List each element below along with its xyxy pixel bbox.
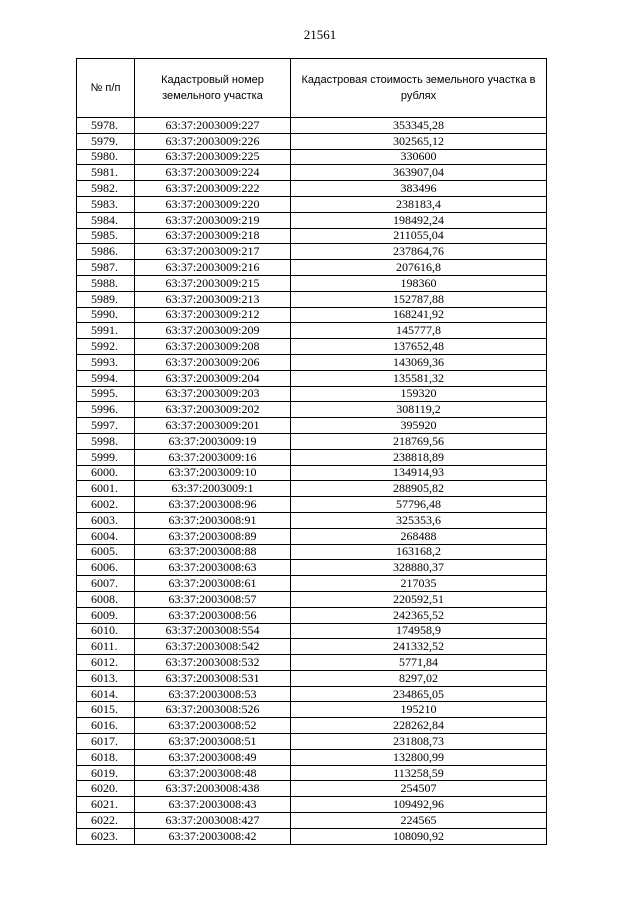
- row-number-cell: 6009.: [77, 607, 135, 623]
- table-row: [77, 323, 547, 339]
- cadastral-number-cell: 63:37:2003009:216: [135, 260, 291, 276]
- table-row: [77, 181, 547, 197]
- cadastral-number-cell: 63:37:2003009:206: [135, 354, 291, 370]
- row-number-cell: 5982.: [77, 181, 135, 197]
- row-number-cell: 6006.: [77, 560, 135, 576]
- cadastral-number-cell: 63:37:2003008:438: [135, 781, 291, 797]
- cadastral-number-cell: 63:37:2003009:222: [135, 181, 291, 197]
- row-number-cell: 5990.: [77, 307, 135, 323]
- table-header-row: [77, 59, 547, 118]
- cadastral-number-cell: 63:37:2003008:53: [135, 686, 291, 702]
- row-number-cell: 5986.: [77, 244, 135, 260]
- table-row: [77, 670, 547, 686]
- row-number-cell: 6012.: [77, 655, 135, 671]
- row-number-cell: 5983.: [77, 196, 135, 212]
- cadastral-number-cell: 63:37:2003008:526: [135, 702, 291, 718]
- cadastral-number-cell: 63:37:2003009:217: [135, 244, 291, 260]
- cadastral-value-cell: 353345,28: [291, 118, 547, 134]
- table-row: [77, 291, 547, 307]
- cadastral-value-cell: 195210: [291, 702, 547, 718]
- cadastral-number-cell: 63:37:2003009:218: [135, 228, 291, 244]
- header-num: № п/п: [77, 59, 135, 118]
- cadastral-number-cell: 63:37:2003009:219: [135, 212, 291, 228]
- cadastral-number-cell: 63:37:2003009:201: [135, 418, 291, 434]
- table-row: [77, 228, 547, 244]
- cadastral-number-cell: 63:37:2003009:225: [135, 149, 291, 165]
- cadastral-value-cell: 231808,73: [291, 734, 547, 750]
- row-number-cell: 6002.: [77, 497, 135, 513]
- row-number-cell: 5995.: [77, 386, 135, 402]
- table-row: [77, 797, 547, 813]
- cadastral-number-cell: 63:37:2003009:213: [135, 291, 291, 307]
- cadastral-number-cell: 63:37:2003009:209: [135, 323, 291, 339]
- cadastral-number-cell: 63:37:2003008:43: [135, 797, 291, 813]
- cadastral-value-cell: 238183,4: [291, 196, 547, 212]
- table-row: [77, 686, 547, 702]
- cadastral-number-cell: 63:37:2003009:224: [135, 165, 291, 181]
- table-row: [77, 307, 547, 323]
- cadastral-table: [76, 58, 547, 845]
- cadastral-value-cell: 302565,12: [291, 133, 547, 149]
- table-row: [77, 149, 547, 165]
- cadastral-number-cell: 63:37:2003008:63: [135, 560, 291, 576]
- table-row: [77, 544, 547, 560]
- table-row: [77, 813, 547, 829]
- cadastral-number-cell: 63:37:2003008:52: [135, 718, 291, 734]
- cadastral-number-cell: 63:37:2003008:96: [135, 497, 291, 513]
- table-row: [77, 765, 547, 781]
- row-number-cell: 5994.: [77, 370, 135, 386]
- cadastral-value-cell: 224565: [291, 813, 547, 829]
- table-row: [77, 212, 547, 228]
- cadastral-number-cell: 63:37:2003008:57: [135, 591, 291, 607]
- cadastral-number-cell: 63:37:2003009:208: [135, 339, 291, 355]
- row-number-cell: 6014.: [77, 686, 135, 702]
- cadastral-number-cell: 63:37:2003009:19: [135, 433, 291, 449]
- cadastral-value-cell: 328880,37: [291, 560, 547, 576]
- header-cadastral-number: Кадастровый номер земельного участка: [135, 59, 291, 118]
- row-number-cell: 5979.: [77, 133, 135, 149]
- row-number-cell: 6001.: [77, 481, 135, 497]
- table-row: [77, 749, 547, 765]
- cadastral-number-cell: 63:37:2003008:42: [135, 828, 291, 844]
- cadastral-value-cell: 211055,04: [291, 228, 547, 244]
- row-number-cell: 5984.: [77, 212, 135, 228]
- table-row: [77, 623, 547, 639]
- cadastral-value-cell: 135581,32: [291, 370, 547, 386]
- cadastral-value-cell: 220592,51: [291, 591, 547, 607]
- row-number-cell: 6015.: [77, 702, 135, 718]
- cadastral-number-cell: 63:37:2003008:89: [135, 528, 291, 544]
- table-row: [77, 418, 547, 434]
- row-number-cell: 6010.: [77, 623, 135, 639]
- row-number-cell: 5993.: [77, 354, 135, 370]
- row-number-cell: 6017.: [77, 734, 135, 750]
- row-number-cell: 5980.: [77, 149, 135, 165]
- cadastral-number-cell: 63:37:2003008:51: [135, 734, 291, 750]
- cadastral-number-cell: 63:37:2003009:226: [135, 133, 291, 149]
- cadastral-number-cell: 63:37:2003009:204: [135, 370, 291, 386]
- cadastral-value-cell: 163168,2: [291, 544, 547, 560]
- table-row: [77, 639, 547, 655]
- cadastral-number-cell: 63:37:2003008:91: [135, 512, 291, 528]
- cadastral-number-cell: 63:37:2003009:220: [135, 196, 291, 212]
- row-number-cell: 5985.: [77, 228, 135, 244]
- table-row: [77, 734, 547, 750]
- cadastral-value-cell: 241332,52: [291, 639, 547, 655]
- cadastral-value-cell: 218769,56: [291, 433, 547, 449]
- table-row: [77, 576, 547, 592]
- cadastral-number-cell: 63:37:2003009:215: [135, 275, 291, 291]
- row-number-cell: 5987.: [77, 260, 135, 276]
- cadastral-value-cell: 288905,82: [291, 481, 547, 497]
- table-row: [77, 354, 547, 370]
- table-row: [77, 433, 547, 449]
- table-row: [77, 465, 547, 481]
- cadastral-value-cell: 228262,84: [291, 718, 547, 734]
- row-number-cell: 6003.: [77, 512, 135, 528]
- cadastral-value-cell: 217035: [291, 576, 547, 592]
- cadastral-number-cell: 63:37:2003008:88: [135, 544, 291, 560]
- cadastral-value-cell: 198492,24: [291, 212, 547, 228]
- cadastral-number-cell: 63:37:2003009:227: [135, 118, 291, 134]
- cadastral-number-cell: 63:37:2003008:427: [135, 813, 291, 829]
- table-row: [77, 702, 547, 718]
- row-number-cell: 6020.: [77, 781, 135, 797]
- row-number-cell: 6004.: [77, 528, 135, 544]
- cadastral-value-cell: 159320: [291, 386, 547, 402]
- cadastral-number-cell: 63:37:2003008:542: [135, 639, 291, 655]
- cadastral-number-cell: 63:37:2003008:48: [135, 765, 291, 781]
- cadastral-value-cell: 5771,84: [291, 655, 547, 671]
- cadastral-value-cell: 152787,88: [291, 291, 547, 307]
- table-row: [77, 118, 547, 134]
- table-row: [77, 386, 547, 402]
- cadastral-number-cell: 63:37:2003009:1: [135, 481, 291, 497]
- header-cadastral-value: Кадастровая стоимость земельного участка в рублях: [291, 59, 547, 118]
- cadastral-value-cell: 207616,8: [291, 260, 547, 276]
- cadastral-number-cell: 63:37:2003008:554: [135, 623, 291, 639]
- table-row: [77, 481, 547, 497]
- cadastral-number-cell: 63:37:2003009:10: [135, 465, 291, 481]
- row-number-cell: 6007.: [77, 576, 135, 592]
- cadastral-value-cell: 108090,92: [291, 828, 547, 844]
- cadastral-value-cell: 238818,89: [291, 449, 547, 465]
- cadastral-number-cell: 63:37:2003009:202: [135, 402, 291, 418]
- table-row: [77, 260, 547, 276]
- row-number-cell: 5991.: [77, 323, 135, 339]
- row-number-cell: 5999.: [77, 449, 135, 465]
- cadastral-value-cell: 8297,02: [291, 670, 547, 686]
- cadastral-value-cell: 330600: [291, 149, 547, 165]
- table-row: [77, 370, 547, 386]
- cadastral-value-cell: 57796,48: [291, 497, 547, 513]
- cadastral-value-cell: 325353,6: [291, 512, 547, 528]
- row-number-cell: 5992.: [77, 339, 135, 355]
- table-row: [77, 402, 547, 418]
- row-number-cell: 6016.: [77, 718, 135, 734]
- cadastral-value-cell: 174958,9: [291, 623, 547, 639]
- row-number-cell: 6019.: [77, 765, 135, 781]
- cadastral-value-cell: 268488: [291, 528, 547, 544]
- table-body: [77, 118, 547, 845]
- row-number-cell: 6011.: [77, 639, 135, 655]
- cadastral-number-cell: 63:37:2003009:212: [135, 307, 291, 323]
- table-row: [77, 781, 547, 797]
- cadastral-value-cell: 143069,36: [291, 354, 547, 370]
- cadastral-value-cell: 168241,92: [291, 307, 547, 323]
- row-number-cell: 5989.: [77, 291, 135, 307]
- table-row: [77, 512, 547, 528]
- row-number-cell: 6021.: [77, 797, 135, 813]
- table-row: [77, 718, 547, 734]
- row-number-cell: 5998.: [77, 433, 135, 449]
- cadastral-number-cell: 63:37:2003008:56: [135, 607, 291, 623]
- row-number-cell: 6008.: [77, 591, 135, 607]
- cadastral-value-cell: 234865,05: [291, 686, 547, 702]
- cadastral-value-cell: 242365,52: [291, 607, 547, 623]
- cadastral-value-cell: 237864,76: [291, 244, 547, 260]
- cadastral-value-cell: 198360: [291, 275, 547, 291]
- cadastral-number-cell: 63:37:2003008:532: [135, 655, 291, 671]
- table-row: [77, 607, 547, 623]
- row-number-cell: 5997.: [77, 418, 135, 434]
- table-row: [77, 828, 547, 844]
- row-number-cell: 6005.: [77, 544, 135, 560]
- row-number-cell: 6022.: [77, 813, 135, 829]
- page-number: 21561: [303, 27, 337, 42]
- cadastral-value-cell: 395920: [291, 418, 547, 434]
- table-row: [77, 165, 547, 181]
- cadastral-value-cell: 363907,04: [291, 165, 547, 181]
- cadastral-number-cell: 63:37:2003009:16: [135, 449, 291, 465]
- cadastral-number-cell: 63:37:2003008:61: [135, 576, 291, 592]
- row-number-cell: 6018.: [77, 749, 135, 765]
- cadastral-number-cell: 63:37:2003009:203: [135, 386, 291, 402]
- cadastral-value-cell: 137652,48: [291, 339, 547, 355]
- cadastral-value-cell: 132800,99: [291, 749, 547, 765]
- table-row: [77, 497, 547, 513]
- row-number-cell: 6000.: [77, 465, 135, 481]
- table-row: [77, 449, 547, 465]
- cadastral-number-cell: 63:37:2003008:49: [135, 749, 291, 765]
- table-row: [77, 560, 547, 576]
- table-row: [77, 196, 547, 212]
- row-number-cell: 5996.: [77, 402, 135, 418]
- cadastral-value-cell: 145777,8: [291, 323, 547, 339]
- cadastral-value-cell: 383496: [291, 181, 547, 197]
- row-number-cell: 6023.: [77, 828, 135, 844]
- cadastral-number-cell: 63:37:2003008:531: [135, 670, 291, 686]
- table-row: [77, 339, 547, 355]
- table-row: [77, 655, 547, 671]
- row-number-cell: 5988.: [77, 275, 135, 291]
- table-row: [77, 133, 547, 149]
- cadastral-value-cell: 109492,96: [291, 797, 547, 813]
- cadastral-value-cell: 254507: [291, 781, 547, 797]
- table-row: [77, 591, 547, 607]
- cadastral-value-cell: 113258,59: [291, 765, 547, 781]
- table-row: [77, 244, 547, 260]
- row-number-cell: 6013.: [77, 670, 135, 686]
- table-row: [77, 275, 547, 291]
- cadastral-value-cell: 134914,93: [291, 465, 547, 481]
- cadastral-value-cell: 308119,2: [291, 402, 547, 418]
- row-number-cell: 5981.: [77, 165, 135, 181]
- row-number-cell: 5978.: [77, 118, 135, 134]
- table-row: [77, 528, 547, 544]
